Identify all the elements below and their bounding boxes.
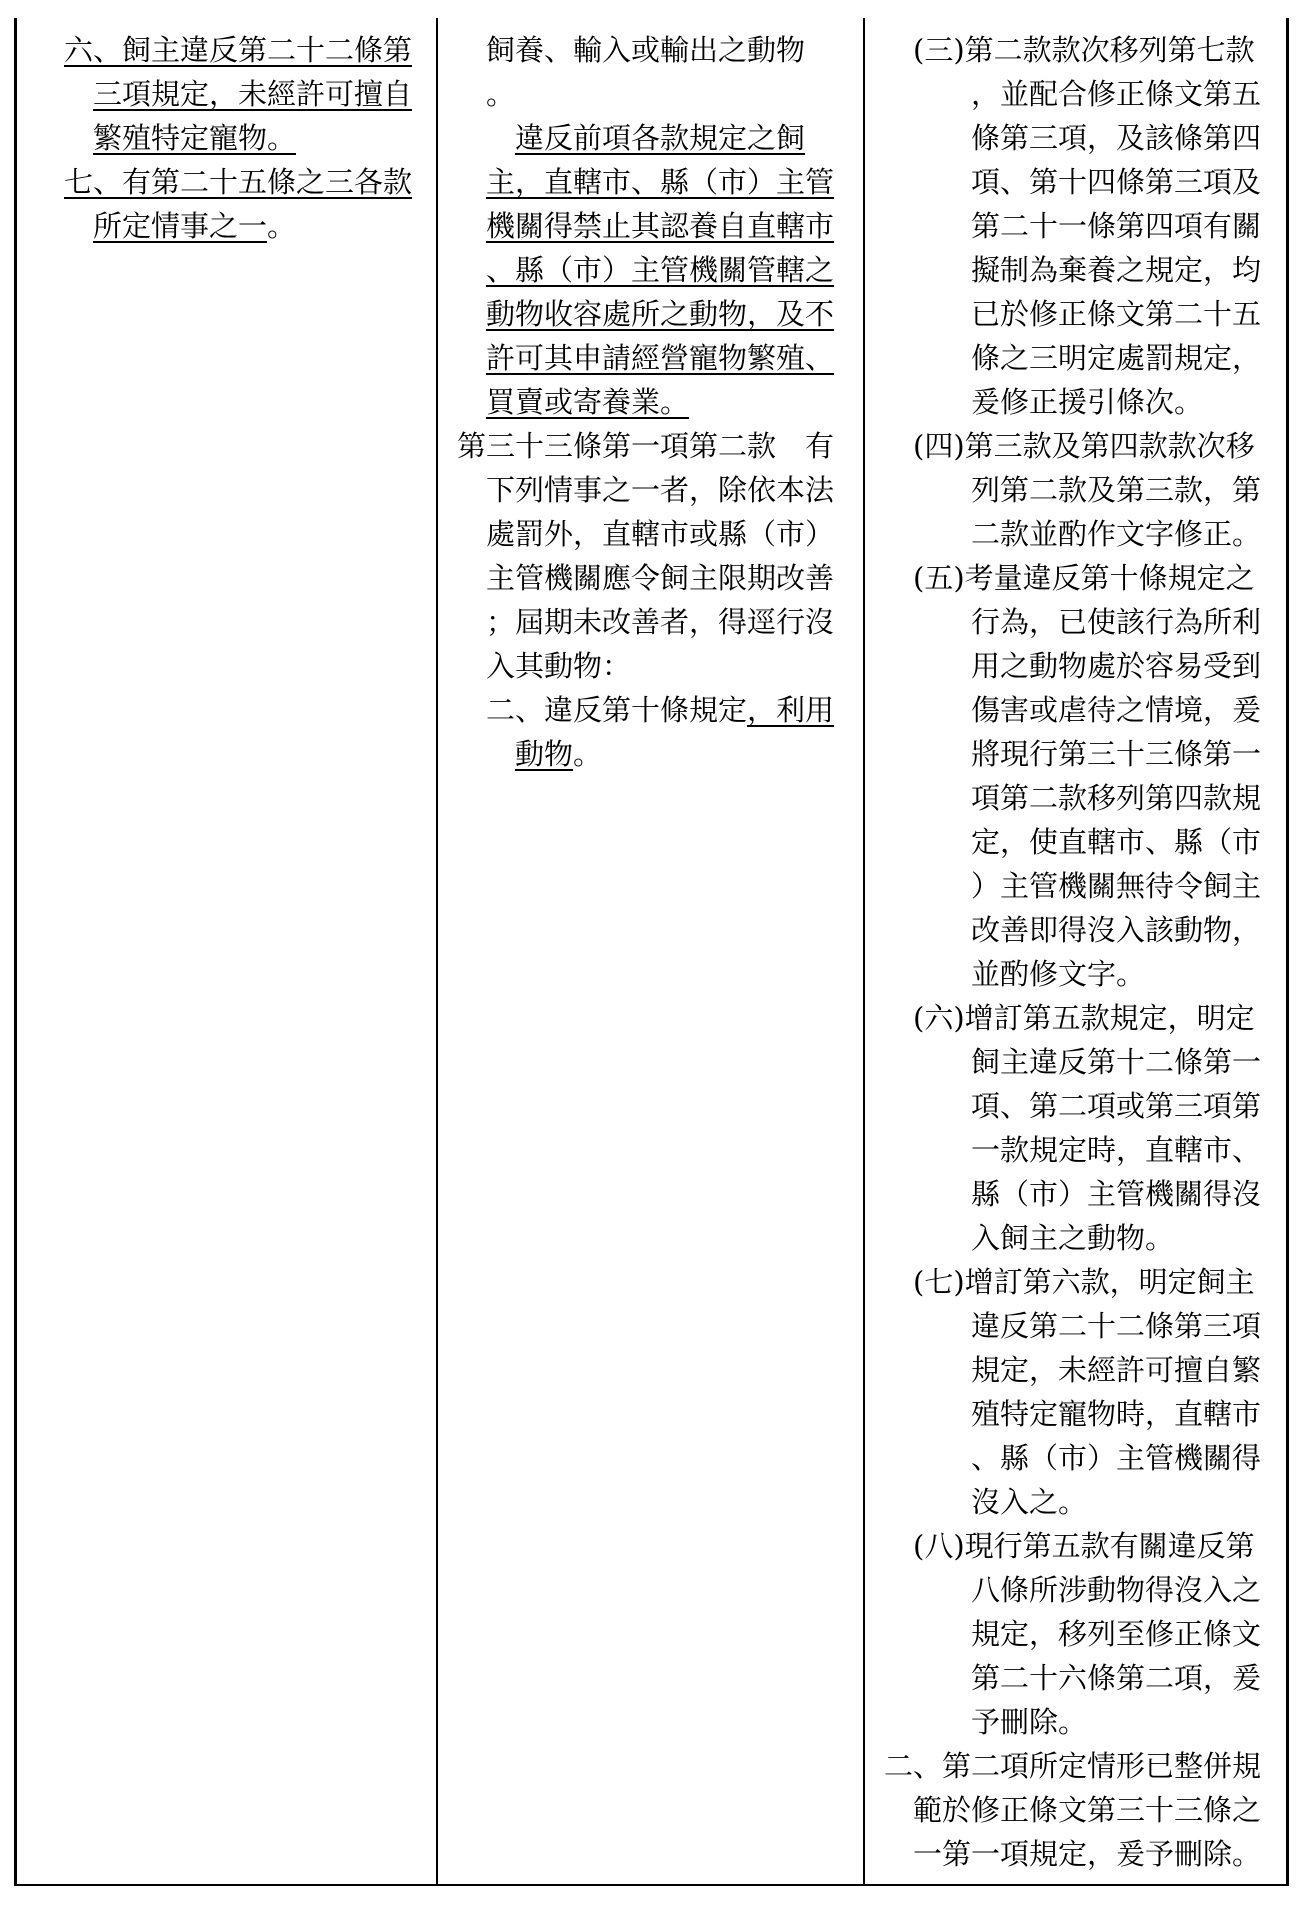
- amended-paragraph: [457, 116, 857, 424]
- text-line: 主管機關應令飼主限期改善: [486, 561, 835, 595]
- current-article-text: [457, 424, 857, 688]
- amended-item-7: [64, 160, 434, 248]
- text-line: 。: [573, 737, 603, 771]
- text-line: 二、違反第十條規定: [486, 693, 748, 727]
- column-divider-1: [436, 18, 438, 1886]
- text-line: 第二十六條第二項，爰: [971, 1661, 1262, 1695]
- item-number: 七: [64, 165, 94, 199]
- text-line: (六)增訂第五款規定，明定: [913, 1001, 1255, 1035]
- text-line: (五)考量違反第十條規定之: [913, 561, 1255, 595]
- text-line: 違反前項各款規定之飼: [515, 121, 806, 155]
- continued-text: [457, 28, 857, 116]
- text-line: 。: [267, 209, 297, 243]
- text-line: 繁殖特定寵物。: [93, 121, 297, 155]
- text-line: ，並配合修正條文第五: [971, 77, 1262, 111]
- text-line: 項第二款移列第四款規: [971, 781, 1262, 815]
- text-line: 許可其申請經營寵物繁殖、: [486, 341, 835, 375]
- text-line: 買賣或寄養業。: [486, 385, 690, 419]
- text-line: 八條所涉動物得沒入之: [971, 1573, 1262, 1607]
- explanation-section-2: [884, 1744, 1284, 1876]
- explanation-point-3: [884, 28, 1284, 424]
- text-line: 用之動物處於容易受到: [971, 649, 1262, 683]
- text-line: 違反第二十二條第三項: [971, 1309, 1262, 1343]
- text-line: 項、第二項或第三項第: [971, 1089, 1262, 1123]
- text-line: 、縣（市）主管機關管轄之: [486, 253, 835, 287]
- text-line: ）主管機關無待令飼主: [971, 869, 1262, 903]
- text-line: 一第一項規定，爰予刪除。: [913, 1837, 1262, 1871]
- amended-item-6: [64, 28, 434, 160]
- text-line: 飼主違反第十二條第一: [971, 1045, 1262, 1079]
- text-line: 動物: [515, 737, 574, 771]
- text-line: 動物收容處所之動物，及不: [486, 297, 835, 331]
- explanation-point-6: [884, 996, 1284, 1260]
- text-line: 將現行第三十三條第一: [971, 737, 1262, 771]
- text-line: 所定情事之一: [93, 209, 268, 243]
- text-line: 。: [486, 77, 516, 111]
- explanation-point-7: [884, 1260, 1284, 1524]
- text-line: 、縣（市）主管機關得: [971, 1441, 1262, 1475]
- comparison-table: [14, 18, 1289, 1886]
- amended-text-column: [64, 28, 434, 248]
- table-right-border: [1286, 18, 1289, 1886]
- text-line: 爰修正援引條次。: [971, 385, 1204, 419]
- text-line: ；屆期未改善者，得逕行沒: [486, 605, 835, 639]
- text-line: 、有第二十五條之三各款: [93, 165, 413, 199]
- text-line: 入飼主之動物。: [971, 1221, 1175, 1255]
- table-bottom-border: [14, 1884, 1289, 1886]
- article-heading: 第三十三條第一項第二款 有: [457, 429, 835, 463]
- text-line: 處罰外，直轄市或縣（市）: [486, 517, 835, 551]
- explanation-column: [884, 28, 1284, 1876]
- text-line: 範於修正條文第三十三條之: [913, 1793, 1262, 1827]
- text-line: ，利用: [747, 693, 835, 727]
- text-line: 予刪除。: [971, 1705, 1088, 1739]
- text-line: 殖特定寵物時，直轄市: [971, 1397, 1262, 1431]
- text-line: 規定，移列至修正條文: [971, 1617, 1262, 1651]
- text-line: 已於修正條文第二十五: [971, 297, 1262, 331]
- text-line: 規定，未經許可擅自繁: [971, 1353, 1262, 1387]
- text-line: 三項規定，未經許可擅自: [93, 77, 413, 111]
- text-line: 入其動物：: [486, 649, 632, 683]
- text-line: 並酌修文字。: [971, 957, 1146, 991]
- text-line: 定，使直轄市、縣（市: [971, 825, 1262, 859]
- text-line: 沒入之。: [971, 1485, 1088, 1519]
- text-line: 二、第二項所定情形已整併規: [884, 1749, 1262, 1783]
- text-line: (七)增訂第六款，明定飼主: [913, 1265, 1255, 1299]
- text-line: 下列情事之一者，除依本法: [486, 473, 835, 507]
- text-line: 飼養、輸入或輸出之動物: [486, 33, 806, 67]
- text-line: 二款並酌作文字修正。: [971, 517, 1262, 551]
- current-item-2: [457, 688, 857, 776]
- text-line: 列第二款及第三款，第: [971, 473, 1262, 507]
- text-line: (三)第二款款次移列第七款: [913, 33, 1255, 67]
- text-line: 縣（市）主管機關得沒: [971, 1177, 1262, 1211]
- explanation-point-8: [884, 1524, 1284, 1744]
- text-line: 擬制為棄養之規定，均: [971, 253, 1262, 287]
- text-line: 條第三項，及該條第四: [971, 121, 1262, 155]
- text-line: 行為，已使該行為所利: [971, 605, 1262, 639]
- text-line: 一款規定時，直轄市、: [971, 1133, 1262, 1167]
- text-line: (四)第三款及第四款款次移: [913, 429, 1255, 463]
- column-divider-2: [863, 18, 865, 1886]
- explanation-point-5: [884, 556, 1284, 996]
- explanation-point-4: [884, 424, 1284, 556]
- text-line: 六、飼主違反第二十二條第: [64, 33, 413, 67]
- text-line: (八)現行第五款有關違反第: [913, 1529, 1255, 1563]
- text-line: 傷害或虐待之情境，爰: [971, 693, 1262, 727]
- text-line: 項、第十四條第三項及: [971, 165, 1262, 199]
- text-line: 主，直轄市、縣（市）主管: [486, 165, 835, 199]
- text-line: 第二十一條第四項有關: [971, 209, 1262, 243]
- current-text-column: [457, 28, 857, 776]
- text-line: 改善即得沒入該動物，: [971, 913, 1262, 947]
- table-left-border: [14, 18, 17, 1886]
- text-line: 條之三明定處罰規定，: [971, 341, 1262, 375]
- text-line: 機關得禁止其認養自直轄市: [486, 209, 835, 243]
